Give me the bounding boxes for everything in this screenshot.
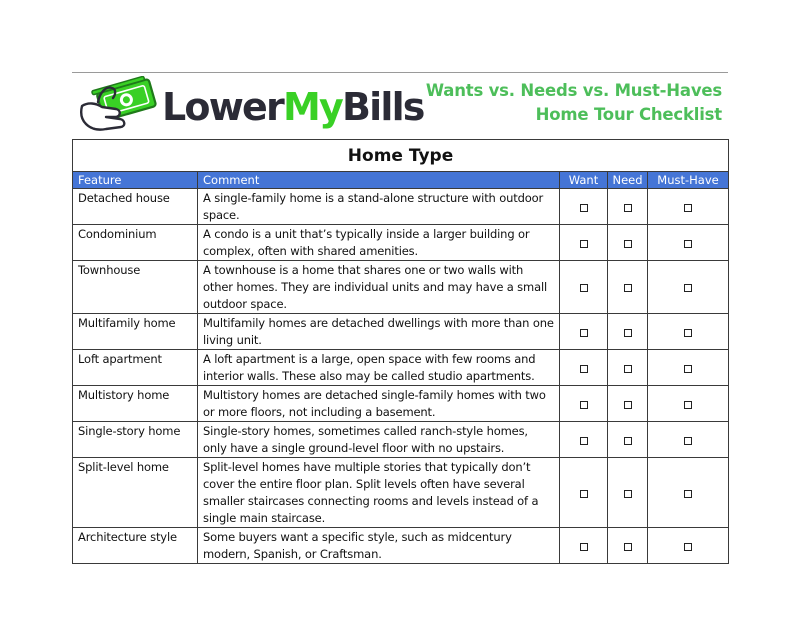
column-header-need: Need	[608, 172, 648, 189]
feature-cell: Townhouse	[73, 261, 198, 314]
want-checkbox-cell	[560, 458, 608, 528]
need-checkbox[interactable]	[624, 490, 632, 498]
need-checkbox-cell	[608, 225, 648, 261]
must-have-checkbox-cell	[648, 386, 729, 422]
need-checkbox-cell	[608, 458, 648, 528]
want-checkbox[interactable]	[580, 365, 588, 373]
comment-cell: Some buyers want a specific style, such as midcentury modern, Spanish, or Craftsman.	[198, 528, 560, 564]
want-checkbox-cell	[560, 225, 608, 261]
want-checkbox-cell	[560, 422, 608, 458]
must-have-checkbox-cell	[648, 261, 729, 314]
must-have-checkbox-cell	[648, 350, 729, 386]
comment-cell: Multistory homes are detached single-family homes with two or more floors, not including a basement.	[198, 386, 560, 422]
top-divider	[72, 72, 728, 73]
need-checkbox[interactable]	[624, 240, 632, 248]
logo-text-bills: Bills	[341, 85, 424, 129]
want-checkbox-cell	[560, 528, 608, 564]
need-checkbox-cell	[608, 528, 648, 564]
comment-cell: A loft apartment is a large, open space with few rooms and interior walls. These also may be called studio apartments.	[198, 350, 560, 386]
comment-cell: A townhouse is a home that shares one or two walls with other homes. They are individual units and may have a small outdoor space.	[198, 261, 560, 314]
table-row	[73, 458, 729, 528]
need-checkbox[interactable]	[624, 401, 632, 409]
must-have-checkbox-cell	[648, 225, 729, 261]
column-header-feature: Feature	[73, 172, 198, 189]
feature-cell: Condominium	[73, 225, 198, 261]
want-checkbox[interactable]	[580, 543, 588, 551]
document-title-line2: Home Tour Checklist	[535, 105, 722, 124]
feature-cell: Architecture style	[73, 528, 198, 564]
must-have-checkbox[interactable]	[684, 401, 692, 409]
want-checkbox[interactable]	[580, 437, 588, 445]
need-checkbox[interactable]	[624, 204, 632, 212]
want-checkbox-cell	[560, 386, 608, 422]
must-have-checkbox[interactable]	[684, 284, 692, 292]
want-checkbox-cell	[560, 189, 608, 225]
document-title-line1: Wants vs. Needs vs. Must-Haves	[425, 81, 722, 100]
must-have-checkbox-cell	[648, 422, 729, 458]
need-checkbox[interactable]	[624, 284, 632, 292]
must-have-checkbox-cell	[648, 189, 729, 225]
feature-cell: Split-level home	[73, 458, 198, 528]
comment-cell: Split-level homes have multiple stories that typically don’t cover the entire floor plan. Split levels often have several smaller staircases connecting rooms and levels instead of a single main staircase.	[198, 458, 560, 528]
column-header-comment: Comment	[198, 172, 560, 189]
want-checkbox-cell	[560, 261, 608, 314]
section-title: Home Type	[73, 140, 729, 172]
must-have-checkbox[interactable]	[684, 543, 692, 551]
need-checkbox-cell	[608, 189, 648, 225]
money-hand-icon	[76, 76, 160, 136]
must-have-checkbox[interactable]	[684, 329, 692, 337]
want-checkbox[interactable]	[580, 490, 588, 498]
want-checkbox[interactable]	[580, 284, 588, 292]
need-checkbox[interactable]	[624, 365, 632, 373]
table-row	[73, 225, 729, 261]
table-row	[73, 386, 729, 422]
feature-cell: Detached house	[73, 189, 198, 225]
want-checkbox[interactable]	[580, 240, 588, 248]
comment-cell: Single-story homes, sometimes called ranch-style homes, only have a single ground-level floor with no upstairs.	[198, 422, 560, 458]
table-row	[73, 261, 729, 314]
home-type-checklist-table	[72, 139, 729, 564]
table-row	[73, 350, 729, 386]
must-have-checkbox[interactable]	[684, 204, 692, 212]
comment-cell: Multifamily homes are detached dwellings with more than one living unit.	[198, 314, 560, 350]
table-row	[73, 422, 729, 458]
want-checkbox[interactable]	[580, 401, 588, 409]
table-row	[73, 189, 729, 225]
feature-cell: Loft apartment	[73, 350, 198, 386]
want-checkbox[interactable]	[580, 329, 588, 337]
need-checkbox-cell	[608, 261, 648, 314]
must-have-checkbox-cell	[648, 314, 729, 350]
feature-cell: Multistory home	[73, 386, 198, 422]
need-checkbox[interactable]	[624, 329, 632, 337]
feature-cell: Single-story home	[73, 422, 198, 458]
must-have-checkbox[interactable]	[684, 240, 692, 248]
want-checkbox-cell	[560, 314, 608, 350]
need-checkbox-cell	[608, 350, 648, 386]
need-checkbox[interactable]	[624, 543, 632, 551]
must-have-checkbox[interactable]	[684, 490, 692, 498]
want-checkbox[interactable]	[580, 204, 588, 212]
logo-text-my: My	[282, 85, 342, 129]
want-checkbox-cell	[560, 350, 608, 386]
column-header-want: Want	[560, 172, 608, 189]
table-row	[73, 314, 729, 350]
must-have-checkbox-cell	[648, 528, 729, 564]
comment-cell: A single-family home is a stand-alone structure with outdoor space.	[198, 189, 560, 225]
must-have-checkbox[interactable]	[684, 437, 692, 445]
lowermybills-logo	[76, 76, 424, 136]
feature-cell: Multifamily home	[73, 314, 198, 350]
need-checkbox-cell	[608, 386, 648, 422]
table-header-row	[73, 172, 729, 189]
logo-text-lower: Lower	[162, 85, 283, 129]
table-row	[73, 528, 729, 564]
need-checkbox-cell	[608, 422, 648, 458]
need-checkbox[interactable]	[624, 437, 632, 445]
document-title	[426, 79, 722, 127]
logo-wordmark	[162, 85, 424, 129]
need-checkbox-cell	[608, 314, 648, 350]
section-title-row	[73, 140, 729, 172]
comment-cell: A condo is a unit that’s typically inside a larger building or complex, often with shared amenities.	[198, 225, 560, 261]
column-header-must-have: Must-Have	[648, 172, 729, 189]
must-have-checkbox[interactable]	[684, 365, 692, 373]
must-have-checkbox-cell	[648, 458, 729, 528]
